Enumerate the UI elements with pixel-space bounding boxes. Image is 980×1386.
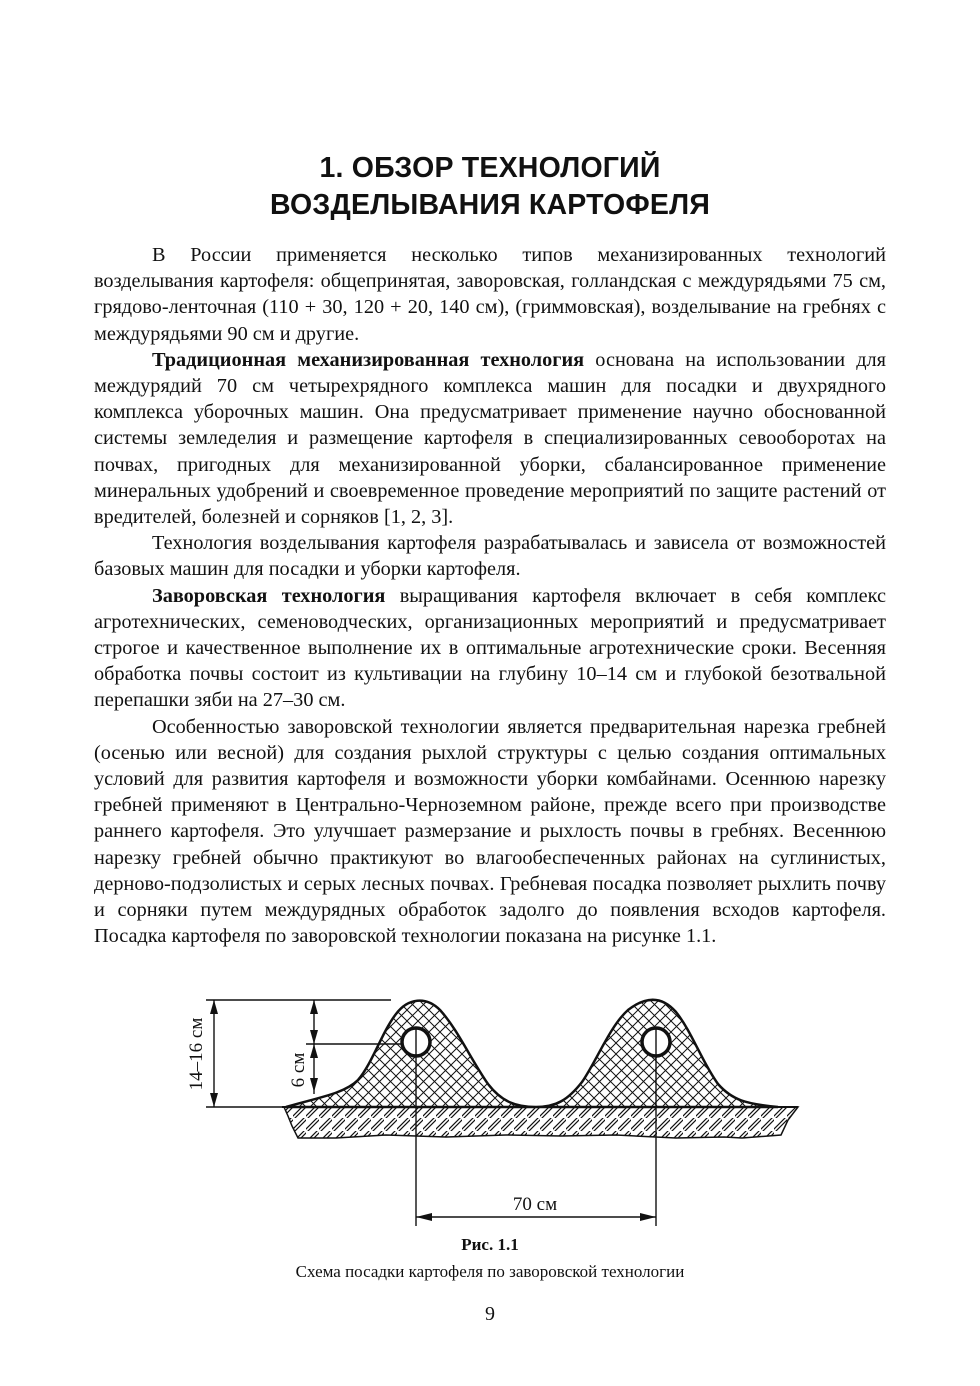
paragraph-zavorovskaya-text: выращивания картофеля включает в себя комплекс агротехнических, семеноводческих, организационных мероприятий и предусматривает строгое и качественное выполнение их в оптимальные агротехнические сроки. Весенняя обработка почвы состоит из культивации на глубину 10–14 см и глубокой безотвальной перепашки зяби на 27–30 см. bbox=[94, 584, 886, 712]
paragraph-machines: Технология возделывания картофеля разрабатывалась и зависела от возможностей базовых машин для посадки и уборки картофеля. bbox=[94, 532, 886, 581]
planting-depth-label: 6 см bbox=[288, 1052, 309, 1088]
figure-caption: Схема посадки картофеля по заворовской технологии bbox=[295, 1262, 685, 1281]
paragraph-ridges: Особенностью заворовской технологии является предварительная нарезка гребней (осенью или весной) для создания рыхлой структуры с целью создания оптимальных условий для развития картофеля и возможности уборки комбайнами. Осеннюю нарезку гребней применяют в Центрально-Черноземном районе, прежде всего при производстве раннего картофеля. Это улучшает размерзание и рыхлость почвы в гребнях. Весеннюю нарезку гребней обычно практикуют во влагообеспеченных районах на суглинистых, дерново-подзолистых и серых лесных почвах. Гребневая посадка позволяет рыхлить почву и сорняки путем междурядных обработок задолго до появления всходов картофеля. Посадка картофеля по заворовской технологии показана на рисунке 1.1. bbox=[94, 715, 886, 948]
heading-line-2: ВОЗДЕЛЫВАНИЯ КАРТОФЕЛЯ bbox=[269, 189, 710, 221]
paragraph-traditional bbox=[94, 347, 886, 530]
body-text bbox=[94, 242, 886, 949]
figure-number: Рис. 1.1 bbox=[461, 1235, 519, 1254]
paragraph-zavorovskaya bbox=[94, 583, 886, 714]
section-heading bbox=[0, 150, 980, 224]
term-zavorovskaya-technology: Заворовская технология bbox=[152, 584, 386, 607]
paragraph-intro: В России применяется несколько типов механизированных технологий возделывания картофеля: общепринятая, заворовская, голландская с междурядьями 75 см, грядово-ленточная (110 + 30, 120 + 20, 140 см), (гриммовская), возделывание на гребнях с междурядьями 90 см и другие. bbox=[94, 244, 886, 345]
paragraph-traditional-text: основана на использовании для междурядий 70 см четырехрядного комплекса машин для посадки и двухрядного комплекса уборочных машин. Она предусматривает применение научно обоснованной системы земледелия и размещение картофеля в специализированных севооборотах на почвах, пригодных для механизированной уборки, сбалансированное применение минеральных удобрений и своевременное проведение мероприятий по защите растений от вредителей, болезней и сорняков [1, 2, 3]. bbox=[94, 348, 886, 529]
ridge-profile bbox=[286, 1000, 778, 1107]
soil-layer bbox=[284, 1107, 798, 1138]
ridge-height-label: 14–16 см bbox=[186, 1017, 207, 1091]
heading-line-1: 1. ОБЗОР ТЕХНОЛОГИЙ bbox=[319, 152, 661, 184]
ridge-diagram bbox=[176, 988, 816, 1233]
page-number: 9 bbox=[485, 1303, 495, 1325]
row-spacing-label: 70 см bbox=[512, 1194, 558, 1215]
figure-ridge-planting bbox=[176, 988, 816, 1233]
term-traditional-technology: Традиционная механизированная технология bbox=[152, 348, 585, 371]
